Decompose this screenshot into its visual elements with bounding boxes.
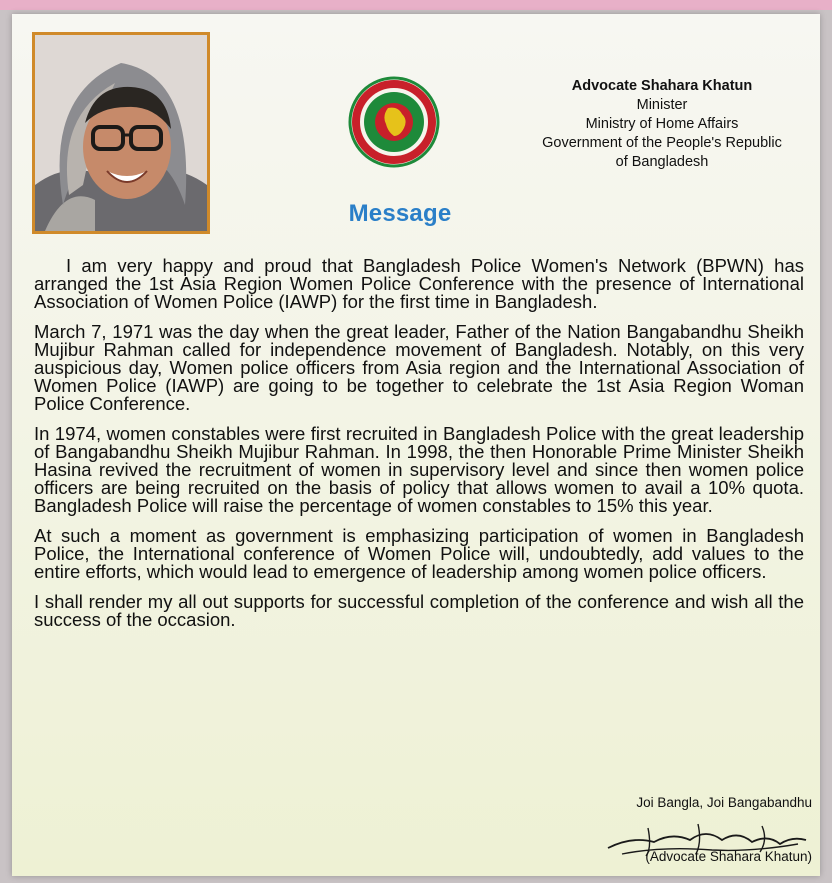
signatory-name: (Advocate Shahara Khatun) [645,849,812,864]
message-page [12,14,820,876]
top-accent-bar [0,0,832,10]
sender-ministry: Ministry of Home Affairs [585,116,739,132]
sender-government-line1: Government of the People's Republic [542,135,782,151]
sender-designation: Minister [636,97,688,113]
message-paragraph-2: March 7, 1971 was the day when the great leader, Father of the Nation Bangabandhu Sheikh Mujibur Rahman called for independence movement of Bangladesh. Notably, on this very auspicious day, Women police officers from Asia region and the International Association of Women Police (IAWP) are going to be together to celebrate the 1st Asia Region Woman Police Conference. [34,321,804,414]
portrait-illustration [35,35,207,231]
minister-portrait-photo [32,32,210,234]
message-paragraph-3: In 1974, women constables were first recruited in Bangladesh Police with the great leadership of Bangabandhu Sheikh Mujibur Rahman. In 1998, the then Honorable Prime Minister Sheikh Hasina revived the recruitment of women in supervisory level and since then women police officers are being recruited on the basis of policy that allows women to avail a 10% quota. Bangladesh Police will raise the percentage of women constables to 15% this year. [34,423,804,516]
sender-government-line2: of Bangladesh [615,154,709,170]
sender-block [492,77,832,172]
message-paragraph-4: At such a moment as government is emphasizing participation of women in Bangladesh Police, the International conference of Women Police will, undoubtedly, add values to the entire efforts, which would lead to emergence of leadership among women police officers. [34,525,804,582]
closing-slogan: Joi Bangla, Joi Bangabandhu [636,795,812,810]
sender-name: Advocate Shahara Khatun [571,78,753,94]
message-paragraph-1: I am very happy and proud that Bangladesh Police Women's Network (BPWN) has arranged the 1st Asia Region Women Police Conference with the presence of International Association of Women Police (IAWP) for the first time in Bangladesh. [34,255,804,312]
government-seal-icon [348,76,440,168]
message-paragraph-5: I shall render my all out supports for successful completion of the conference and wish all the success of the occasion. [34,591,804,630]
message-body [34,257,804,641]
page-title: Message [348,200,452,227]
